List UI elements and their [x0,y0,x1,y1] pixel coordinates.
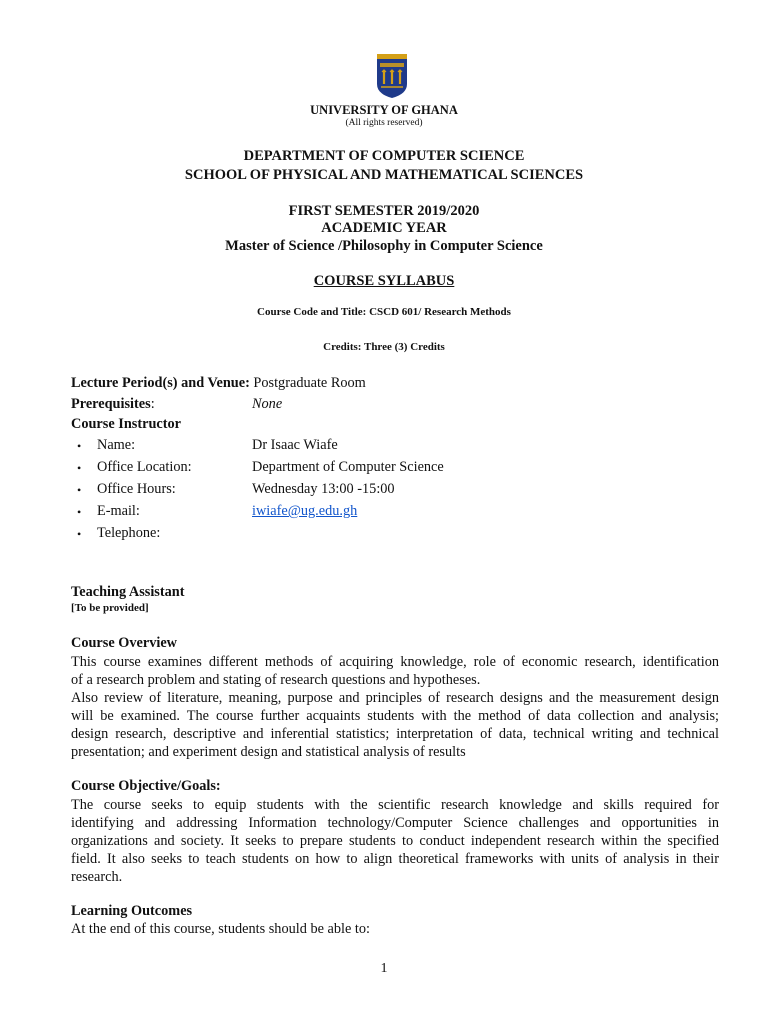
prerequisites-colon: : [150,396,155,412]
prerequisites-label: Prerequisites [71,396,151,412]
instructor-name-label: Name: [97,437,136,453]
university-name: UNIVERSITY OF GHANA [310,103,458,117]
instructor-name-value: Dr Isaac Wiafe [252,437,338,453]
ta-heading: Teaching Assistant [71,584,185,600]
objectives-heading: Course Objective/Goals: [71,778,221,794]
overview-line: will be examined. The course further acquaints students with the method of data collection and analysis; [71,708,719,724]
objectives-paragraph [71,796,719,886]
document-title: COURSE SYLLABUS [313,273,455,289]
university-crest-icon [377,54,407,98]
academic-year-title: ACADEMIC YEAR [321,220,447,236]
office-location-value: Department of Computer Science [252,459,444,475]
overview-line: of a research problem and stating of research questions and hypotheses. [71,672,481,688]
overview-line: Also review of literature, meaning, purpose and principles of research designs and the measurement design [71,690,719,706]
outcomes-intro: At the end of this course, students should be able to: [71,921,370,937]
objectives-line: field. It also seeks to teach students on how to align theoretical frameworks with units of analysis in their [71,851,719,867]
objectives-line: The course seeks to equip students with the scientific research knowledge and skills required for [71,797,719,813]
rights-note: (All rights reserved) [345,118,423,128]
overview-line: design research, descriptive and inferential statistics; interpretation of data, technical writing and technical [71,726,719,742]
outcomes-heading: Learning Outcomes [71,903,193,919]
objectives-line: research. [71,869,123,885]
ta-note: [To be provided] [71,602,149,614]
credits-line: Credits: Three (3) Credits [323,341,445,353]
programme-title: Master of Science /Philosophy in Computer Science [225,238,543,254]
bullet-icon: • [77,439,82,453]
email-link[interactable]: iwiafe@ug.edu.gh [252,503,358,519]
office-hours-value: Wednesday 13:00 -15:00 [252,481,395,497]
page-number: 1 [380,961,388,976]
overview-line: presentation; and experiment design and statistical analysis of results [71,744,466,760]
telephone-label: Telephone: [97,525,161,541]
bullet-icon: • [77,461,82,475]
overview-line: This course examines different methods of acquiring knowledge, role of economic research, identification [71,654,719,670]
lecture-venue-value: Postgraduate Room [253,375,366,391]
department-title: DEPARTMENT OF COMPUTER SCIENCE [243,148,525,164]
office-location-label: Office Location: [97,459,192,475]
bullet-icon: • [77,527,82,541]
overview-paragraph [71,653,719,761]
course-code-title: Course Code and Title: CSCD 601/ Research Methods [257,306,511,318]
objectives-line: organizations and society. It seeks to prepare students to conduct independent research within the specified [71,833,719,849]
lecture-venue-label: Lecture Period(s) and Venue: [71,375,250,391]
bullet-icon: • [77,483,82,497]
prerequisites-value: None [252,396,283,412]
semester-title: FIRST SEMESTER 2019/2020 [288,203,480,219]
objectives-line: identifying and addressing Information technology/Computer Science challenges and opportunities in [71,815,719,831]
prerequisites-row [71,396,155,413]
email-label: E-mail: [97,503,140,519]
school-title: SCHOOL OF PHYSICAL AND MATHEMATICAL SCIENCES [184,167,584,183]
overview-heading: Course Overview [71,635,178,651]
office-hours-label: Office Hours: [97,481,176,497]
lecture-venue-row [71,375,366,392]
bullet-icon: • [77,505,82,519]
instructor-heading: Course Instructor [71,416,181,432]
